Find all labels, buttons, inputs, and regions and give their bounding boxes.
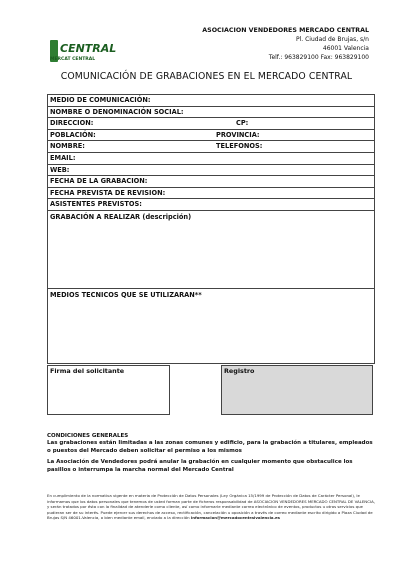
field-label-cp: CP: <box>236 119 249 128</box>
registry-label: Registro <box>224 367 255 375</box>
field-grabacion-descripcion[interactable] <box>48 211 374 289</box>
field-fecha-grabacion[interactable] <box>48 176 374 188</box>
signature-box[interactable] <box>47 365 170 415</box>
conditions-heading: CONDICIONES GENERALES <box>47 433 129 439</box>
address-line-2: 46001 Valencia <box>322 45 369 52</box>
field-web[interactable] <box>48 165 374 177</box>
field-label: WEB: <box>50 165 70 174</box>
field-poblacion[interactable] <box>48 130 374 142</box>
legal-email-link[interactable]: informacion@mercadocentralvalencia.es <box>190 515 280 521</box>
field-direccion[interactable] <box>48 118 374 130</box>
field-label-telefonos: TELEFONOS: <box>216 142 263 151</box>
legal-notice <box>47 493 377 521</box>
field-medios-tecnicos[interactable] <box>48 289 374 363</box>
legal-text: En cumplimiento de la normativa vigente en materia de Protección de Datos Personales (Ley Orgánica 15/1999 de Protección de Datos de Carácter Personal), le informamos que los datos personales que tenemos de usted forman parte de ficheros responsabilidad de ASOCIACION VENDEDORES MERCADO CENTRAL DE VALENCIA, y serán tratados por ésta con la finalidad de atenderle como cliente, así como informarle mediante correo electrónico de eventos, productos u otros servicios que pudieran ser de su interés. Puede ejercer sus derechos de acceso, rectificación, cancelación u oposición a través de correo mediante escrito dirigido a Plaza Ciudad de Brujas S/N 46001-Valencia, o bien mediante email, enviado a la dirección <box>47 493 375 521</box>
field-label: FECHA PREVISTA DE REVISION: <box>50 188 166 197</box>
field-label: EMAIL: <box>50 153 76 162</box>
logo <box>50 40 117 66</box>
association-name: ASOCIACION VENDEDORES MERCADO CENTRAL <box>202 27 369 34</box>
condition-paragraph: Las grabaciones están limitadas a las zonas comunes y edificio, para la grabación a titulares, empleados o puestos del Mercado deben solicitar el permiso a los mismos <box>47 440 373 454</box>
field-nombre-social[interactable] <box>48 107 374 119</box>
field-label: MEDIO DE COMUNICACIÓN: <box>50 96 151 104</box>
field-label: NOMBRE O DENOMINACIÓN SOCIAL: <box>50 107 184 116</box>
field-label: NOMBRE: <box>50 142 85 151</box>
signature-label: Firma del solicitante <box>50 367 125 375</box>
field-label: MEDIOS TECNICOS QUE SE UTILIZARAN** <box>50 290 202 299</box>
field-label: FECHA DE LA GRABACION: <box>50 177 148 186</box>
field-email[interactable] <box>48 153 374 165</box>
association-address-block <box>202 26 369 62</box>
field-label: GRABACIÓN A REALIZAR (descripción) <box>50 212 192 221</box>
field-medio[interactable] <box>48 95 374 107</box>
recording-form <box>47 94 375 364</box>
logo-subtext: MERCAT CENTRAL <box>50 57 96 62</box>
field-label: POBLACIÓN: <box>50 130 96 139</box>
field-nombre[interactable] <box>48 141 374 153</box>
general-conditions <box>47 433 373 478</box>
page-title: COMUNICACIÓN DE GRABACIONES EN EL MERCADO CENTRAL <box>60 71 353 82</box>
field-label-provincia: PROVINCIA: <box>216 130 260 139</box>
field-label: DIRECCION: <box>50 119 94 128</box>
field-label: ASISTENTES PREVISTOS: <box>50 200 142 209</box>
address-line-1: Pl. Ciudad de Brujas, s/n <box>296 36 369 43</box>
field-fecha-revision[interactable] <box>48 188 374 200</box>
condition-paragraph: La Asociación de Vendedores podrá anular la grabación en cualquier momento que obstaculice los pasillos o interrumpa la marcha normal del Mercado Central <box>47 459 353 473</box>
logo-text: CENTRAL <box>60 42 117 55</box>
registry-box[interactable] <box>221 365 373 415</box>
field-asistentes[interactable] <box>48 199 374 211</box>
contact-line: Telf.: 963829100 Fax: 963829100 <box>268 54 369 61</box>
